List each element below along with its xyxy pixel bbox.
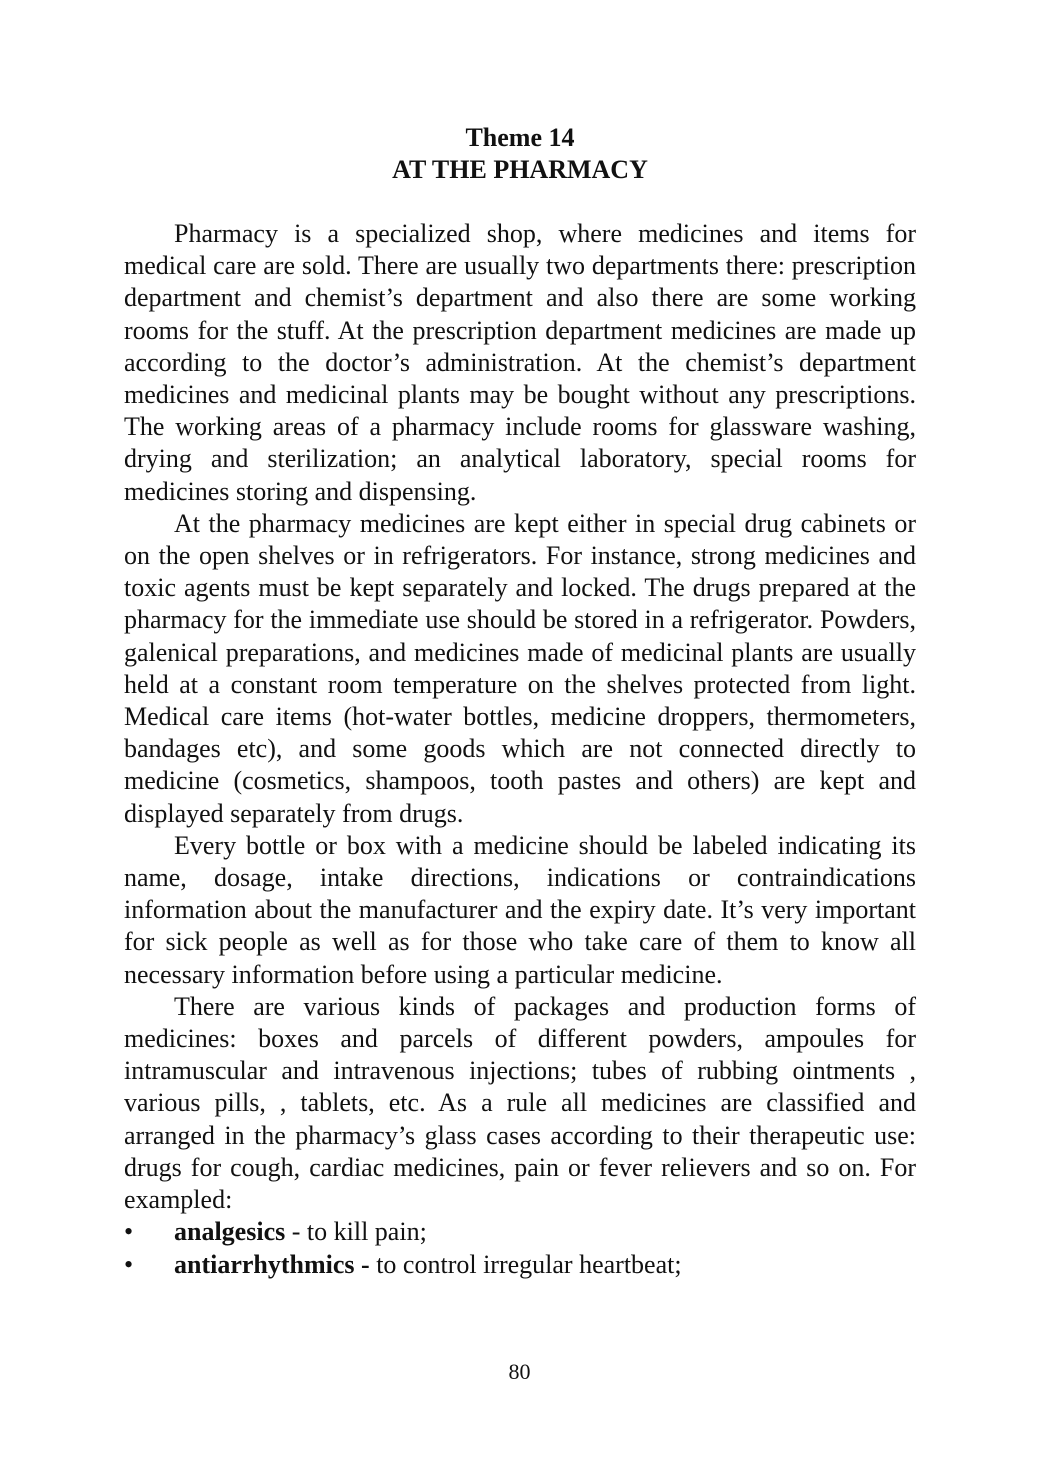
paragraph: At the pharmacy medicines are kept either in special drug cabinets or on the open shelves or in refrigerators. For instance, strong medicines and toxic agents must be kept separately and locked. The drugs prepared at the pharmacy for the immediate use should be stored in a refrigerator. Powders, galenical preparations, and medicines made of medicinal plants are usually held at a constant room temperature on the shelves protected from light. Medical care items (hot-water bottles, medicine droppers, thermometers, bandages etc), and some goods which are not connected directly to medicine (cosmetics, shampoos, tooth pastes and others) are kept and displayed separately from drugs. [124,508,916,828]
paragraph: Every bottle or box with a medicine should be labeled indicating its name, dosage, intake directions, indications or contraindications information about the manufacturer and the expiry date. It’s very important for sick people as well as for those who take care of them to know all necessary information before using a particular medicine. [124,830,916,989]
bullet-icon: • [124,1217,134,1247]
term-separator: - [285,1217,307,1247]
paragraph: There are various kinds of packages and production forms of medicines: boxes and parcels of different powders, ampoules for intramuscular and intravenous injections; tubes of rubbing ointments , various pills, , tablets, etc. As a rule all medicines are classified and arranged in the pharmacy’s glass cases according to their therapeutic use: drugs for cough, cardiac medicines, pain or fever relievers and so on. For exampled: [124,991,916,1215]
theme-number: Theme 14 [465,123,575,152]
term-description: to control irregular heartbeat; [376,1249,682,1279]
drug-class-list [124,1216,916,1280]
list-item [124,1216,916,1248]
page-content [124,122,916,1281]
paragraph: Pharmacy is a specialized shop, where medicines and items for medical care are sold. There are usually two departments there: prescription department and chemist’s department and also there are some working rooms for the stuff. At the prescription department medicines are made up according to the doctor’s administration. At the chemist’s department medicines and medicinal plants may be bought without any prescriptions. The working areas of a pharmacy include rooms for glassware washing, drying and sterilization; an analytical laboratory, special rooms for medicines storing and dispensing. [124,219,916,506]
theme-title: AT THE PHARMACY [392,155,648,184]
bullet-icon: • [124,1249,134,1279]
list-item [124,1249,916,1281]
term-label: analgesics [174,1217,286,1247]
page-number: 80 [508,1359,531,1384]
term-description: to kill pain; [306,1217,427,1247]
term-label: antiarrhythmics - [174,1249,377,1279]
